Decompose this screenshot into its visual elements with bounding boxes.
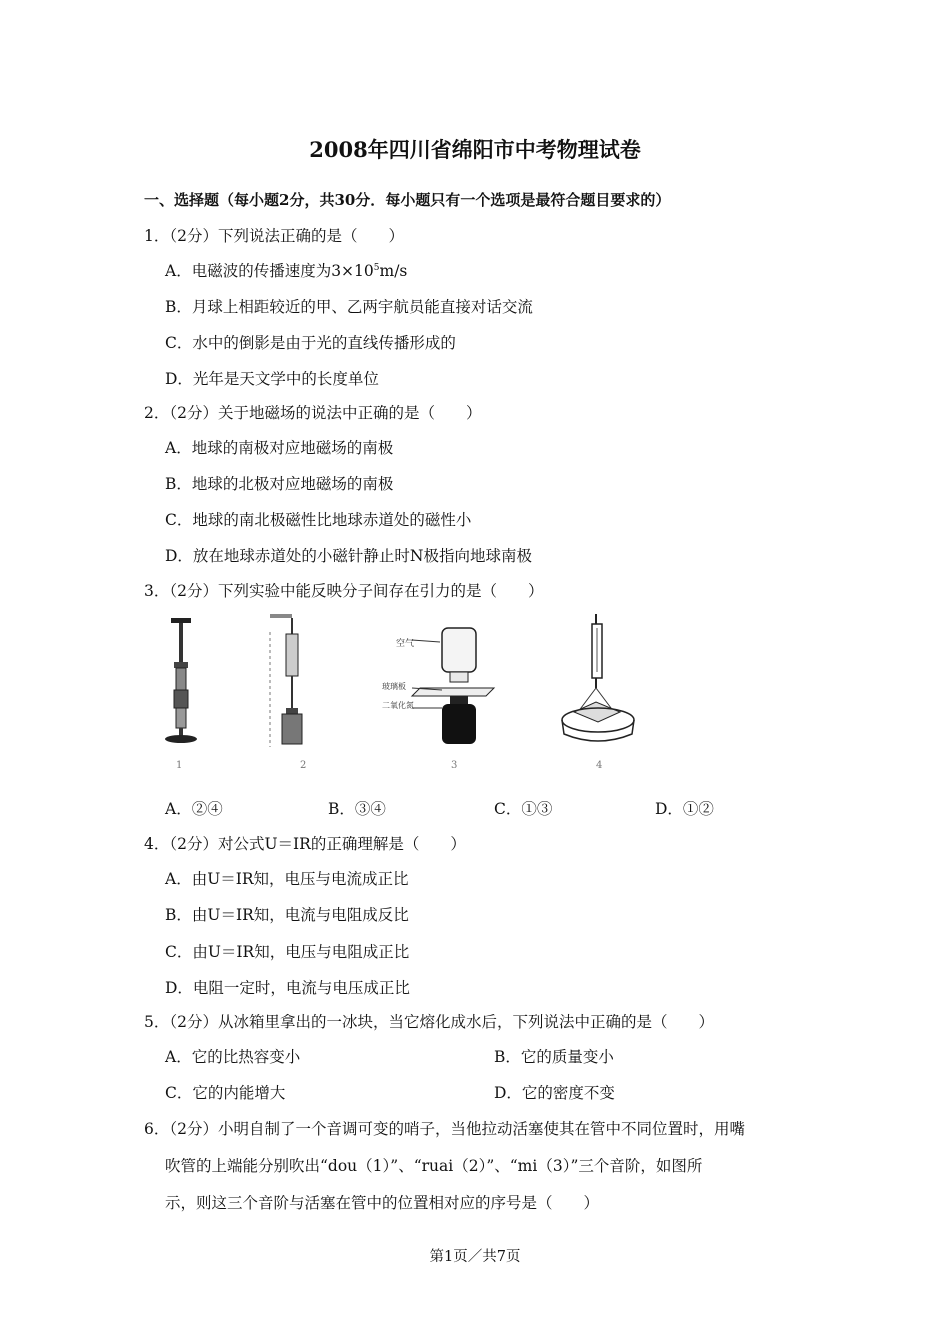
- question-1-option-b: B．月球上相距较近的甲、乙两宇航员能直接对话交流: [165, 298, 533, 316]
- figure-3-label-glass: 玻璃板: [382, 682, 406, 691]
- figure-label-3: 3: [451, 760, 458, 771]
- question-5-option-b: B．它的质量变小: [494, 1048, 614, 1066]
- question-3-option-a: A．②④: [165, 800, 223, 818]
- question-1-option-d: D．光年是天文学中的长度单位: [165, 370, 379, 388]
- question-5-option-a: A．它的比热容变小: [165, 1048, 301, 1066]
- experiment-figure-1: [160, 612, 210, 747]
- page-footer: 第1页／共7页: [429, 1249, 521, 1265]
- question-4-option-b: B．由U＝IR知，电流与电阻成反比: [165, 906, 409, 924]
- question-2-option-a: A．地球的南极对应地磁场的南极: [165, 439, 394, 457]
- experiment-figure-3: [380, 612, 500, 747]
- experiment-figure-4: [560, 612, 640, 752]
- question-1-stem: 1．（2分）下列说法正确的是（ ）: [144, 227, 404, 245]
- figure-label-1: 1: [176, 760, 183, 771]
- question-3-stem: 3．（2分）下列实验中能反映分子间存在引力的是（ ）: [144, 582, 544, 600]
- question-4-option-d: D．电阻一定时，电流与电压成正比: [165, 979, 410, 997]
- question-3-option-c: C．①③: [494, 800, 553, 818]
- question-1-option-a: [165, 259, 407, 281]
- section-heading: 一、选择题（每小题2分，共30分．每小题只有一个选项是最符合题目要求的）: [144, 191, 671, 209]
- figure-label-2: 2: [300, 760, 307, 771]
- figure-3-label-gas: 二氧化氮: [382, 701, 414, 710]
- page-title: 2008年四川省绵阳市中考物理试卷: [309, 137, 641, 162]
- question-5-option-c: C．它的内能增大: [165, 1084, 286, 1102]
- question-5-option-d: D．它的密度不变: [494, 1084, 615, 1102]
- question-1-option-c: C．水中的倒影是由于光的直线传播形成的: [165, 334, 456, 352]
- question-5-stem: 5．（2分）从冰箱里拿出的一冰块，当它熔化成水后，下列说法中正确的是（ ）: [144, 1013, 714, 1031]
- question-2-option-b: B．地球的北极对应地磁场的南极: [165, 475, 394, 493]
- option-a-text: A．电磁波的传播速度为3×10: [165, 262, 374, 280]
- question-6-stem-line-1: 6．（2分）小明自制了一个音调可变的哨子，当他拉动活塞使其在管中不同位置时，用嘴: [144, 1120, 745, 1138]
- question-3-option-d: D．①②: [655, 800, 714, 818]
- question-2-option-d: D．放在地球赤道处的小磁针静止时N极指向地球南极: [165, 547, 532, 565]
- question-4-stem: 4．（2分）对公式U＝IR的正确理解是（ ）: [144, 835, 466, 853]
- question-4-option-a: A．由U＝IR知，电压与电流成正比: [165, 870, 409, 888]
- question-6-stem-line-2: 吹管的上端能分别吹出“dou（1）”、“ruai（2）”、“mi（3）”三个音阶，如图所: [165, 1157, 703, 1175]
- question-6-stem-line-3: 示，则这三个音阶与活塞在管中的位置相对应的序号是（ ）: [165, 1194, 600, 1212]
- question-2-option-c: C．地球的南北极磁性比地球赤道处的磁性小: [165, 511, 472, 529]
- question-2-stem: 2．（2分）关于地磁场的说法中正确的是（ ）: [144, 404, 482, 422]
- figure-label-4: 4: [596, 760, 603, 771]
- question-4-option-c: C．由U＝IR知，电压与电阻成正比: [165, 943, 410, 961]
- question-3-option-b: B．③④: [328, 800, 386, 818]
- experiment-figure-2: [262, 612, 322, 752]
- figure-3-label-air: 空气: [396, 639, 415, 649]
- option-a-exponent: 5: [373, 262, 380, 273]
- option-a-unit: m/s: [379, 262, 408, 280]
